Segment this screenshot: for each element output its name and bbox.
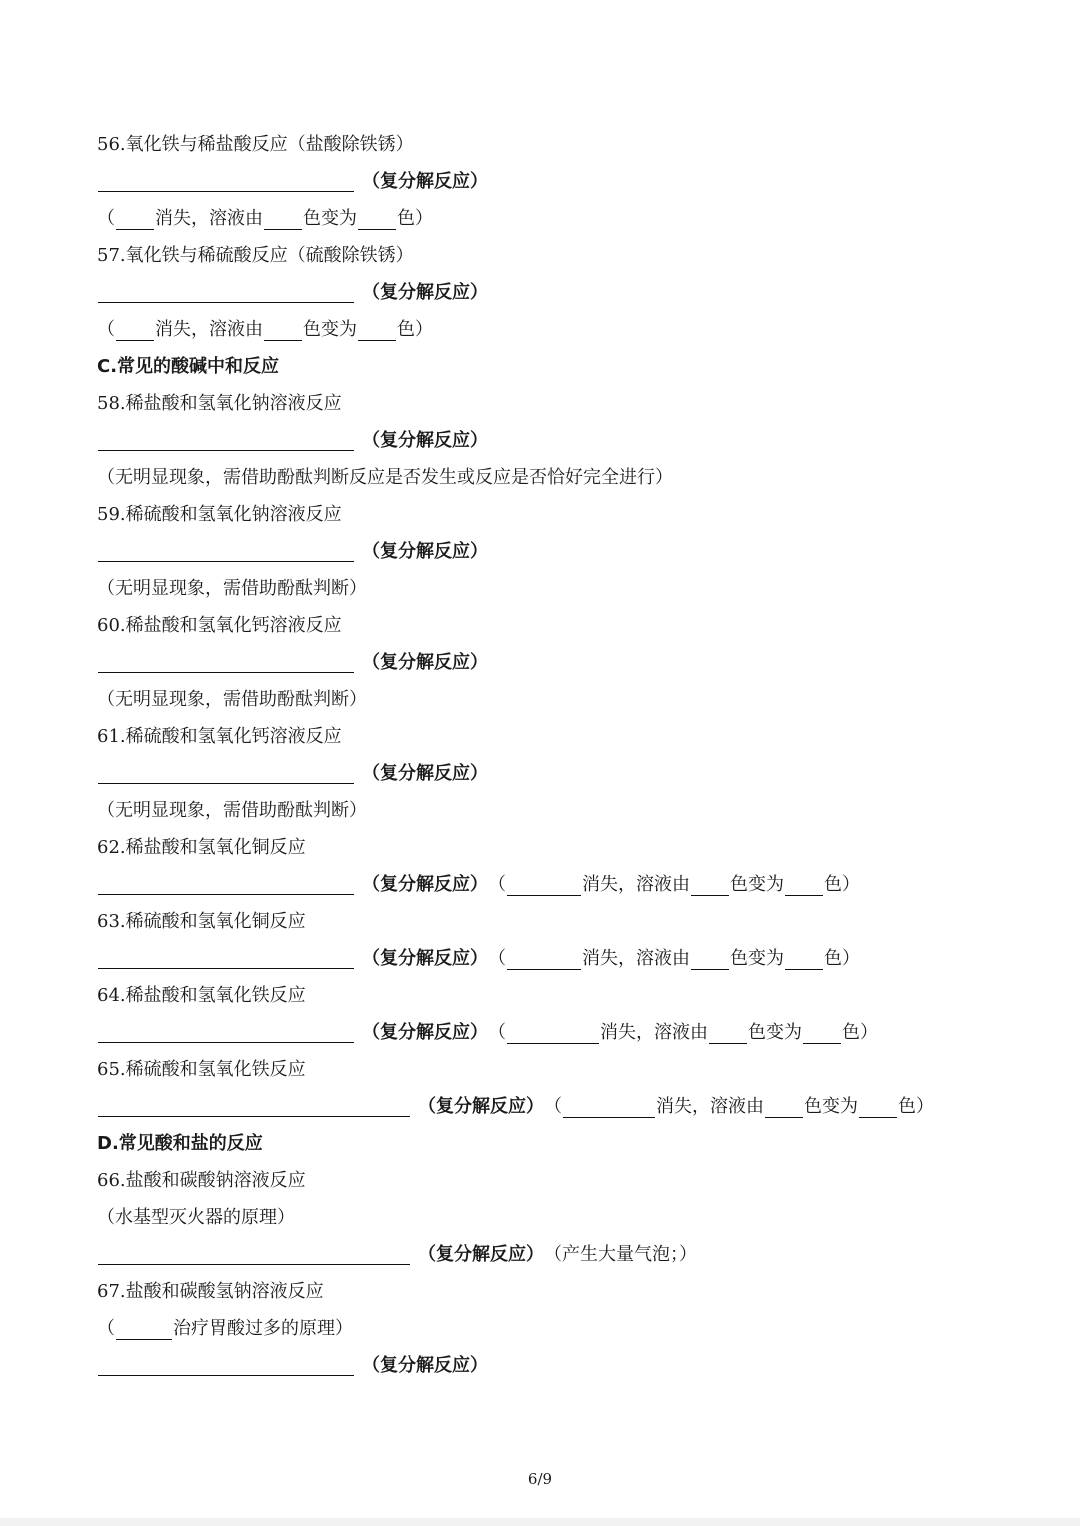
question-63-equation: [97, 940, 997, 977]
equation-blank[interactable]: [98, 1022, 354, 1043]
question-57-equation: [97, 274, 997, 311]
question-list: [97, 126, 997, 1384]
substance-blank[interactable]: [507, 1021, 599, 1044]
question-66-note: （水基型灭火器的原理）: [97, 1207, 295, 1228]
equation-blank[interactable]: [98, 948, 354, 969]
substance-blank[interactable]: [507, 947, 581, 970]
reaction-type-label: （复分解反应）: [418, 1244, 544, 1265]
section-d-heading: D.常见酸和盐的反应: [97, 1133, 263, 1154]
color-close-text: 色）: [898, 1096, 934, 1117]
paren: （: [97, 208, 115, 229]
color-to-blank[interactable]: [358, 207, 396, 230]
color-change-text: 色变为: [804, 1096, 858, 1117]
question-text: 56.氧化铁与稀盐酸反应（盐酸除铁锈）: [97, 134, 414, 155]
disappear-text: 消失，溶液由: [582, 874, 690, 895]
disappear-text: 消失，溶液由: [155, 319, 263, 340]
color-from-blank[interactable]: [709, 1021, 747, 1044]
question-58-note: （无明显现象，需借助酚酞判断反应是否发生或反应是否恰好完全进行）: [97, 467, 673, 488]
question-61-title: [97, 718, 997, 755]
equation-blank[interactable]: [98, 541, 354, 562]
substance-blank[interactable]: [507, 873, 581, 896]
equation-blank[interactable]: [98, 282, 354, 303]
color-to-blank[interactable]: [803, 1021, 841, 1044]
note-text: 治疗胃酸过多的原理）: [173, 1318, 353, 1339]
question-61-note: （无明显现象，需借助酚酞判断）: [97, 800, 367, 821]
equation-blank[interactable]: [98, 652, 354, 673]
disappear-text: 消失，溶液由: [600, 1022, 708, 1043]
question-text: 64.稀盐酸和氢氧化铁反应: [97, 985, 306, 1006]
question-57-title: [97, 237, 997, 274]
question-58-title: [97, 385, 997, 422]
question-61-equation: [97, 755, 997, 792]
question-text: 57.氧化铁与稀硫酸反应（硫酸除铁锈）: [97, 245, 414, 266]
color-to-blank[interactable]: [358, 318, 396, 341]
color-close-text: 色）: [824, 948, 860, 969]
question-66-equation: [97, 1236, 997, 1273]
question-62-title: [97, 829, 997, 866]
question-59-title: [97, 496, 997, 533]
disappear-text: 消失，溶液由: [656, 1096, 764, 1117]
question-60-equation: [97, 644, 997, 681]
reaction-type-label: （复分解反应）: [362, 1022, 488, 1043]
question-64-equation: [97, 1014, 997, 1051]
question-56-title: [97, 126, 997, 163]
equation-blank[interactable]: [98, 171, 354, 192]
question-60-note: （无明显现象，需借助酚酞判断）: [97, 689, 367, 710]
equation-blank[interactable]: [98, 1244, 410, 1265]
substance-blank[interactable]: [116, 318, 154, 341]
reaction-type-label: （复分解反应）: [362, 430, 488, 451]
equation-blank[interactable]: [98, 1096, 410, 1117]
paren: （: [97, 319, 115, 340]
question-56-equation: [97, 163, 997, 200]
question-56-observation: [97, 200, 997, 237]
color-close-text: 色）: [397, 208, 433, 229]
color-close-text: 色）: [842, 1022, 878, 1043]
equation-blank[interactable]: [98, 1355, 354, 1376]
color-from-blank[interactable]: [691, 873, 729, 896]
color-to-blank[interactable]: [785, 947, 823, 970]
question-59-note: （无明显现象，需借助酚酞判断）: [97, 578, 367, 599]
reaction-type-label: （复分解反应）: [362, 763, 488, 784]
substance-blank[interactable]: [116, 207, 154, 230]
question-67-equation: [97, 1347, 997, 1384]
question-text: 58.稀盐酸和氢氧化钠溶液反应: [97, 393, 342, 414]
page-bottom-edge: [0, 1518, 1080, 1526]
color-close-text: 色）: [824, 874, 860, 895]
substance-blank[interactable]: [563, 1095, 655, 1118]
paren: （: [97, 1318, 115, 1339]
color-change-text: 色变为: [303, 208, 357, 229]
question-text: 62.稀盐酸和氢氧化铜反应: [97, 837, 306, 858]
question-65-equation: [97, 1088, 997, 1125]
page-number: 6/9: [527, 1470, 553, 1488]
reaction-type-label: （复分解反应）: [362, 1355, 488, 1376]
equation-blank[interactable]: [98, 874, 354, 895]
question-text: 61.稀硫酸和氢氧化钙溶液反应: [97, 726, 342, 747]
question-62-equation: [97, 866, 997, 903]
note-blank[interactable]: [116, 1317, 172, 1340]
paren: （: [544, 1096, 562, 1117]
paren: （: [488, 948, 506, 969]
equation-blank[interactable]: [98, 763, 354, 784]
question-65-title: [97, 1051, 997, 1088]
section-c-heading: C.常见的酸碱中和反应: [97, 356, 280, 377]
disappear-text: 消失，溶液由: [582, 948, 690, 969]
question-66-title: [97, 1162, 997, 1199]
equation-blank[interactable]: [98, 430, 354, 451]
question-57-observation: [97, 311, 997, 348]
color-change-text: 色变为: [730, 948, 784, 969]
question-60-title: [97, 607, 997, 644]
question-text: 63.稀硫酸和氢氧化铜反应: [97, 911, 306, 932]
question-text: 67.盐酸和碳酸氢钠溶液反应: [97, 1281, 324, 1302]
color-change-text: 色变为: [730, 874, 784, 895]
reaction-type-label: （复分解反应）: [362, 282, 488, 303]
question-text: 66.盐酸和碳酸钠溶液反应: [97, 1170, 306, 1191]
color-to-blank[interactable]: [859, 1095, 897, 1118]
color-from-blank[interactable]: [691, 947, 729, 970]
reaction-type-label: （复分解反应）: [362, 874, 488, 895]
reaction-type-label: （复分解反应）: [362, 541, 488, 562]
reaction-type-label: （复分解反应）: [362, 948, 488, 969]
question-text: 60.稀盐酸和氢氧化钙溶液反应: [97, 615, 342, 636]
color-change-text: 色变为: [748, 1022, 802, 1043]
color-from-blank[interactable]: [264, 207, 302, 230]
color-change-text: 色变为: [303, 319, 357, 340]
question-text: 65.稀硫酸和氢氧化铁反应: [97, 1059, 306, 1080]
question-59-equation: [97, 533, 997, 570]
question-63-title: [97, 903, 997, 940]
question-64-title: [97, 977, 997, 1014]
reaction-type-label: （复分解反应）: [362, 171, 488, 192]
observation-text: （产生大量气泡；）: [544, 1244, 697, 1265]
question-58-equation: [97, 422, 997, 459]
question-67-note: [97, 1310, 997, 1347]
reaction-type-label: （复分解反应）: [362, 652, 488, 673]
color-to-blank[interactable]: [785, 873, 823, 896]
color-close-text: 色）: [397, 319, 433, 340]
color-from-blank[interactable]: [765, 1095, 803, 1118]
paren: （: [488, 1022, 506, 1043]
question-67-title: [97, 1273, 997, 1310]
question-text: 59.稀硫酸和氢氧化钠溶液反应: [97, 504, 342, 525]
paren: （: [488, 874, 506, 895]
disappear-text: 消失，溶液由: [155, 208, 263, 229]
color-from-blank[interactable]: [264, 318, 302, 341]
reaction-type-label: （复分解反应）: [418, 1096, 544, 1117]
